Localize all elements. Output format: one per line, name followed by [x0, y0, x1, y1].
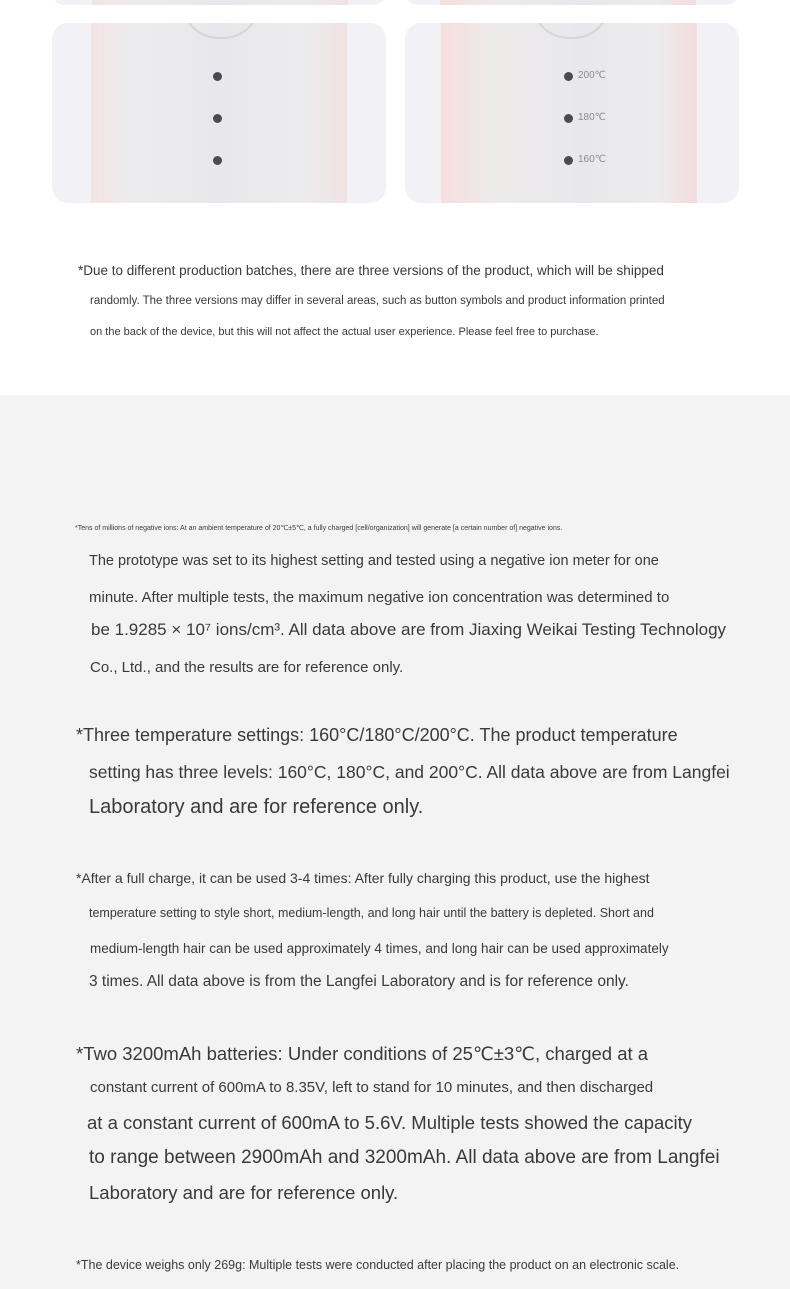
product-image-card-left	[52, 23, 386, 203]
temp-label: 200℃	[578, 70, 606, 81]
device-image	[441, 23, 697, 203]
ions-footnote: *Tens of millions of negative ions: At an ambient temperature of 20℃±5℃, a fully charged [cell/organization] will generate [a certain number of] negative ions.	[75, 525, 563, 532]
specifications-notes-section	[0, 395, 790, 1289]
versions-note-line: randomly. The three versions may differ in several areas, such as button symbols and product information printed	[90, 295, 665, 307]
device-top-arc	[531, 23, 611, 39]
device-image	[440, 0, 696, 5]
charge-note-line: *After a full charge, it can be used 3-4 times: After fully charging this product, use the highest	[76, 870, 650, 886]
setting-indicator-dot	[213, 114, 222, 123]
temperature-note-line: Laboratory and are for reference only.	[89, 796, 424, 818]
temp-label: 180℃	[578, 112, 606, 123]
temp-indicator-dot	[564, 114, 573, 123]
temperature-note-line: *Three temperature settings: 160°C/180°C/200°C. The product temperature	[76, 725, 678, 745]
product-image-card-right	[405, 23, 739, 203]
battery-note-line: constant current of 600mA to 8.35V, left to stand for 10 minutes, and then discharged	[90, 1079, 654, 1096]
versions-note-line: *Due to different production batches, there are three versions of the product, which will be shipped	[78, 263, 664, 278]
ions-note-line: minute. After multiple tests, the maximum negative ion concentration was determined to	[89, 589, 670, 606]
battery-note-line: at a constant current of 600mA to 5.6V. Multiple tests showed the capacity	[87, 1112, 693, 1133]
product-versions-section	[0, 0, 790, 395]
temp-label: 160℃	[578, 154, 606, 165]
charge-note-line: temperature setting to style short, medium-length, and long hair until the battery is depleted. Short and	[89, 906, 654, 920]
battery-note-line: *Two 3200mAh batteries: Under conditions of 25℃±3℃, charged at a	[76, 1043, 649, 1064]
temp-indicator-dot	[564, 72, 573, 81]
ions-note-line: The prototype was set to its highest setting and tested using a negative ion meter for one	[89, 553, 659, 569]
device-top-arc	[181, 23, 261, 39]
charge-note-line: medium-length hair can be used approximately 4 times, and long hair can be used approximately	[90, 941, 669, 956]
battery-note-line: to range between 2900mAh and 3200mAh. All data above are from Langfei	[89, 1147, 720, 1168]
device-image	[91, 23, 347, 203]
device-image	[92, 0, 348, 5]
temp-indicator-dot	[564, 156, 573, 165]
ions-note-line: be 1.9285 × 10⁷ ions/cm³. All data above are from Jiaxing Weikai Testing Technology	[91, 620, 727, 639]
setting-indicator-dot	[213, 72, 222, 81]
product-image-card-top-left	[52, 0, 386, 5]
charge-note-line: 3 times. All data above is from the Langfei Laboratory and is for reference only.	[89, 973, 629, 990]
temperature-note-line: setting has three levels: 160°C, 180°C, and 200°C. All data above are from Langfei	[89, 762, 730, 782]
product-image-card-top-right	[405, 0, 739, 5]
ions-note-line: Co., Ltd., and the results are for reference only.	[90, 659, 404, 676]
setting-indicator-dot	[213, 156, 222, 165]
weight-note-line: *The device weighs only 269g: Multiple tests were conducted after placing the product on an electronic scale.	[76, 1258, 680, 1272]
versions-note-line: on the back of the device, but this will not affect the actual user experience. Please feel free to purchase.	[90, 326, 599, 338]
battery-note-line: Laboratory and are for reference only.	[89, 1182, 399, 1203]
